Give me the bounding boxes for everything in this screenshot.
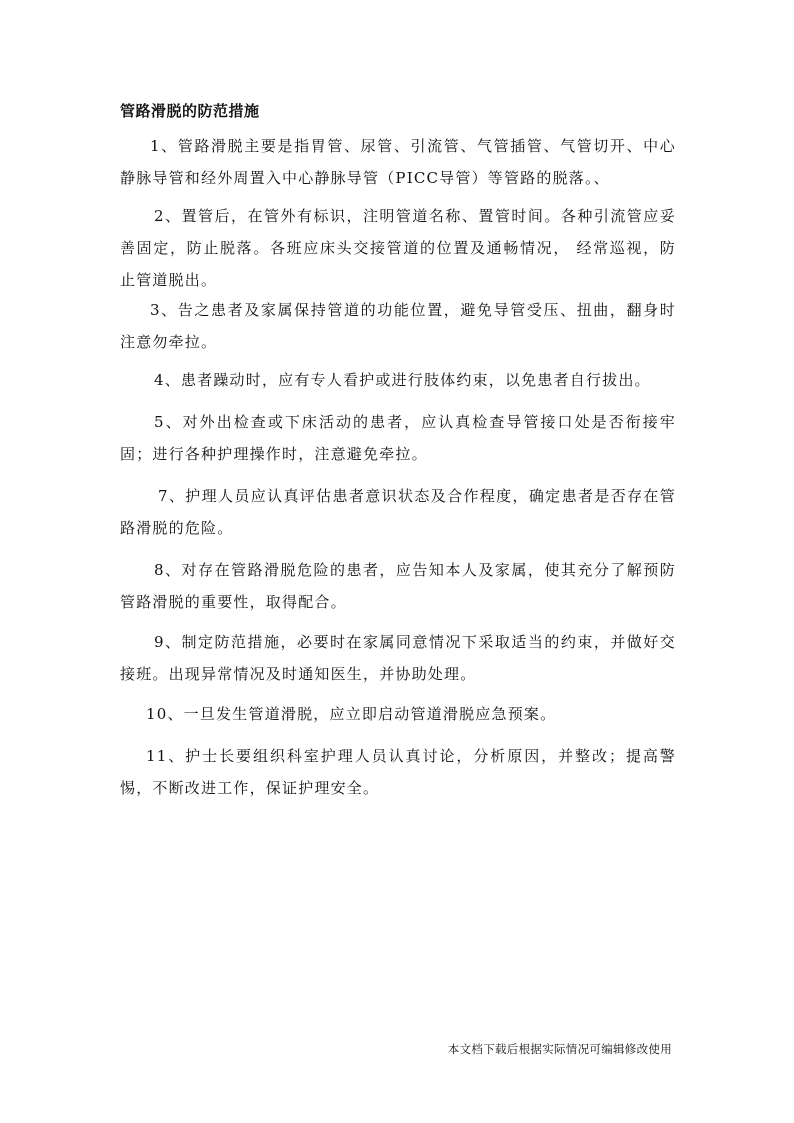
paragraph-3: 3、告之患者及家属保持管道的功能位置，避免导管受压、扭曲，翻身时注意勿牵拉。 [120,301,676,351]
paragraph-5: 5、对外出检查或下床活动的患者，应认真检查导管接口处是否衔接牢固；进行各种护理操作时，注意避免牵拉。 [120,413,676,463]
paragraph-4: 4、患者躁动时，应有专人看护或进行肢体约束，以免患者自行拔出。 [154,371,651,389]
document-title: 管路滑脱的防范措施 [120,102,260,120]
paragraph-8: 8、对存在管路滑脱危险的患者，应告知本人及家属，使其充分了解预防管路滑脱的重要性，取得配合。 [120,561,676,611]
paragraph-1: 1、管路滑脱主要是指胃管、尿管、引流管、气管插管、气管切开、中心静脉导管和经外周置入中心静脉导管（PICC导管）等管路的脱落。、 [120,137,676,187]
footer-note: 本文档下载后根据实际情况可编辑修改使用 [447,1042,672,1056]
paragraph-11: 11、护士长要组织科室护理人员认真讨论，分析原因，并整改；提高警惕，不断改进工作，保证护理安全。 [120,747,676,797]
paragraph-10: 10、一旦发生管道滑脱，应立即启动管道滑脱应急预案。 [146,705,557,723]
paragraph-2: 2、置管后，在管外有标识，注明管道名称、置管时间。各种引流管应妥善固定，防止脱落。各班应床头交接管道的位置及通畅情况， 经常巡视，防止管道脱出。 [120,207,676,289]
paragraph-9: 9、制定防范措施，必要时在家属同意情况下采取适当的约束，并做好交接班。出现异常情况及时通知医生，并协助处理。 [120,633,676,683]
paragraph-7: 7、护理人员应认真评估患者意识状态及合作程度，确定患者是否存在管路滑脱的危险。 [120,487,676,537]
